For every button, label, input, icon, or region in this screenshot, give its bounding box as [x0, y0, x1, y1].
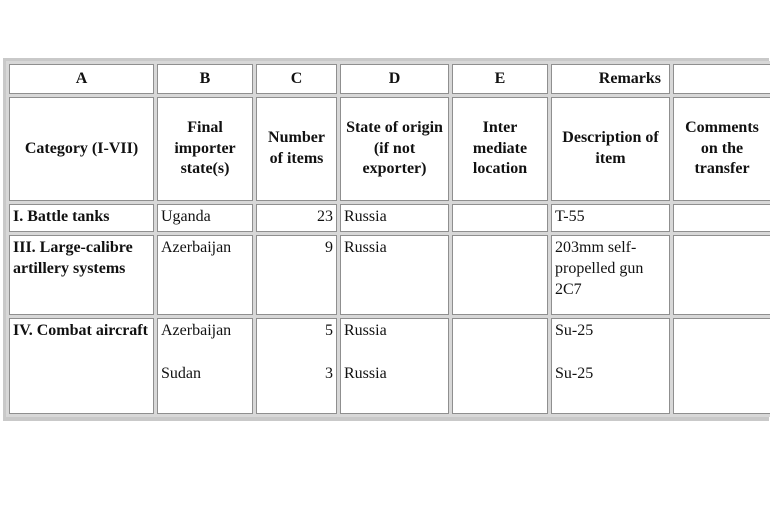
- comments-cell: [673, 318, 770, 414]
- number-cell: [256, 318, 337, 414]
- category-cell: I. Battle tanks: [9, 204, 154, 232]
- importer-cell: [157, 318, 253, 414]
- origin-cell: Russia: [340, 204, 449, 232]
- header-number: Number of items: [256, 97, 337, 201]
- column-letter-d: D: [340, 64, 449, 94]
- column-letter-b: B: [157, 64, 253, 94]
- column-letter-row: [9, 64, 770, 94]
- column-letter-a: A: [9, 64, 154, 94]
- header-origin: State of origin (if not exporter): [340, 97, 449, 201]
- description-entry: Su-25: [555, 364, 594, 382]
- intermediate-cell: [452, 318, 548, 414]
- importer-cell: Uganda: [157, 204, 253, 232]
- number-cell: 23: [256, 204, 337, 232]
- column-header-row: [9, 97, 770, 201]
- category-cell: IV. Combat aircraft: [9, 318, 154, 414]
- header-category: Category (I-VII): [9, 97, 154, 201]
- importer-entry: Azerbaijan: [161, 322, 232, 339]
- comments-cell: [673, 204, 770, 232]
- origin-cell: Russia: [340, 235, 449, 315]
- header-comments: Comments on the transfer: [673, 97, 770, 201]
- origin-cell: [340, 318, 449, 414]
- intermediate-cell: [452, 235, 548, 315]
- intermediate-cell: [452, 204, 548, 232]
- remarks-header: Remarks: [551, 64, 670, 94]
- arms-transfer-table: [3, 58, 769, 421]
- comments-cell: [673, 235, 770, 315]
- transfer-table: [6, 61, 770, 417]
- importer-entry: Sudan: [161, 364, 201, 382]
- header-intermediate: Inter mediate location: [452, 97, 548, 201]
- number-entry: 5: [325, 322, 333, 339]
- header-importer: Final importer state(s): [157, 97, 253, 201]
- table-row: [9, 318, 770, 414]
- origin-entry: Russia: [344, 364, 387, 382]
- number-cell: 9: [256, 235, 337, 315]
- description-cell: [551, 318, 670, 414]
- column-letter-c: C: [256, 64, 337, 94]
- description-entry: Su-25: [555, 322, 594, 339]
- description-cell: T-55: [551, 204, 670, 232]
- number-entry: 3: [325, 364, 333, 382]
- table-row: [9, 204, 770, 232]
- column-letter-empty: [673, 64, 770, 94]
- table-row: [9, 235, 770, 315]
- column-letter-e: E: [452, 64, 548, 94]
- description-cell: 203mm self-propelled gun 2C7: [551, 235, 670, 315]
- category-cell: III. Large-calibre artillery systems: [9, 235, 154, 315]
- origin-entry: Russia: [344, 322, 387, 339]
- header-description: Description of item: [551, 97, 670, 201]
- importer-cell: Azerbaijan: [157, 235, 253, 315]
